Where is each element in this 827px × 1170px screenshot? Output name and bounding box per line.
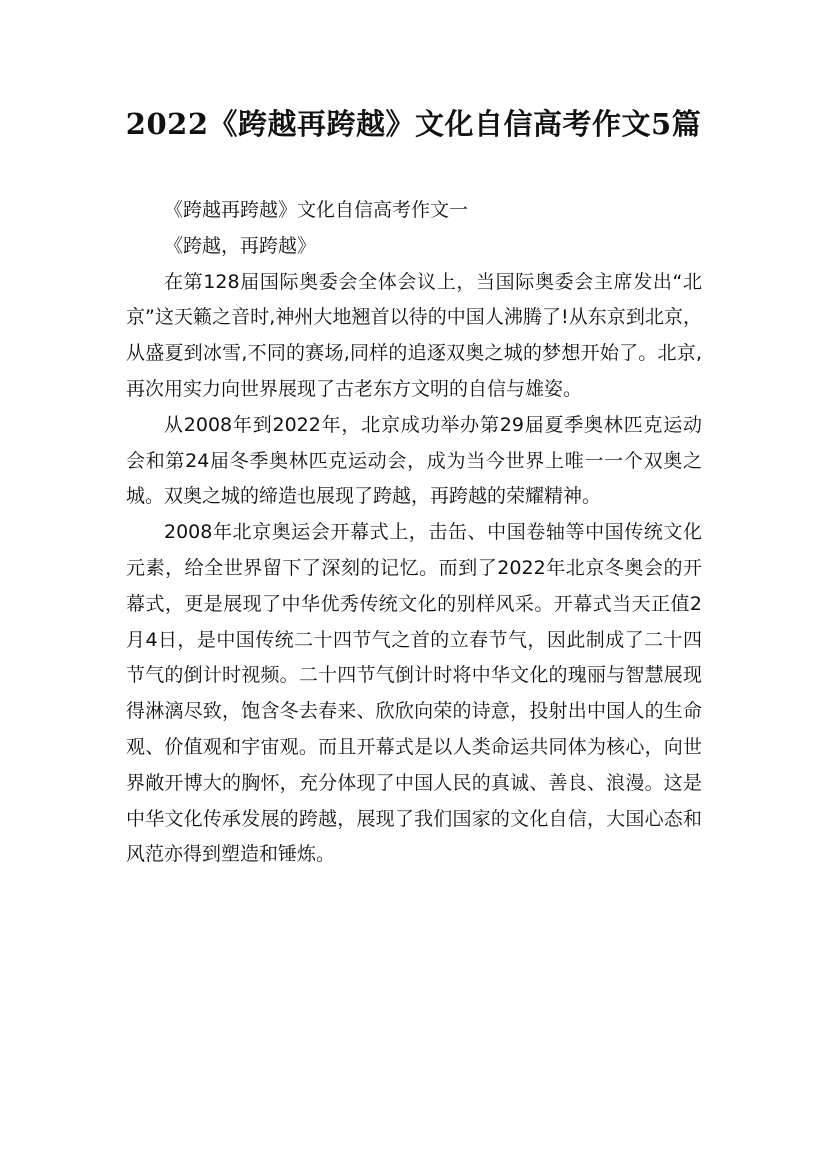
essay-title: 《跨越，再跨越》 — [164, 234, 317, 257]
document-body — [126, 193, 702, 873]
body-paragraph: 从2008年到2022年，北京成功举办第29届夏季奥林匹克运动会和第24届冬季奥林匹克运动会，成为当今世界上唯一一个双奥之城。双奥之城的缔造也展现了跨越，再跨越的荣耀精神。 — [126, 413, 702, 508]
body-paragraph: 2008年北京奥运会开幕式上，击缶、中国卷轴等中国传统文化元素，给全世界留下了深刻的记忆。而到了2022年北京冬奥会的开幕式，更是展现了中华优秀传统文化的别样风采。开幕式当天正值2月4日，是中国传统二十四节气之首的立春节气，因此制成了二十四节气的倒计时视频。二十四节气倒计时将中华文化的瑰丽与智慧展现得淋漓尽致，饱含冬去春来、欣欣向荣的诗意，投射出中国人的生命观、价值观和宇宙观。而且开幕式是以人类命运共同体为核心，向世界敞开博大的胸怀，充分体现了中国人民的真诚、善良、浪漫。这是中华文化传承发展的跨越，展现了我们国家的文化自信，大国心态和风范亦得到塑造和锤炼。 — [126, 521, 702, 866]
document-title: 2022《跨越再跨越》文化自信高考作文5篇 — [125, 107, 702, 141]
section-heading: 《跨越再跨越》文化自信高考作文一 — [164, 199, 469, 221]
body-paragraph: 在第128届国际奥委会全体会议上，当国际奥委会主席发出“北京”这天籁之音时,神州大地翘首以待的中国人沸腾了!从东京到北京，从盛夏到冰雪,不同的赛场,同样的追逐双奥之城的梦想开始了。北京,再次用实力向世界展现了古老东方文明的自信与雄姿。 — [126, 270, 702, 400]
